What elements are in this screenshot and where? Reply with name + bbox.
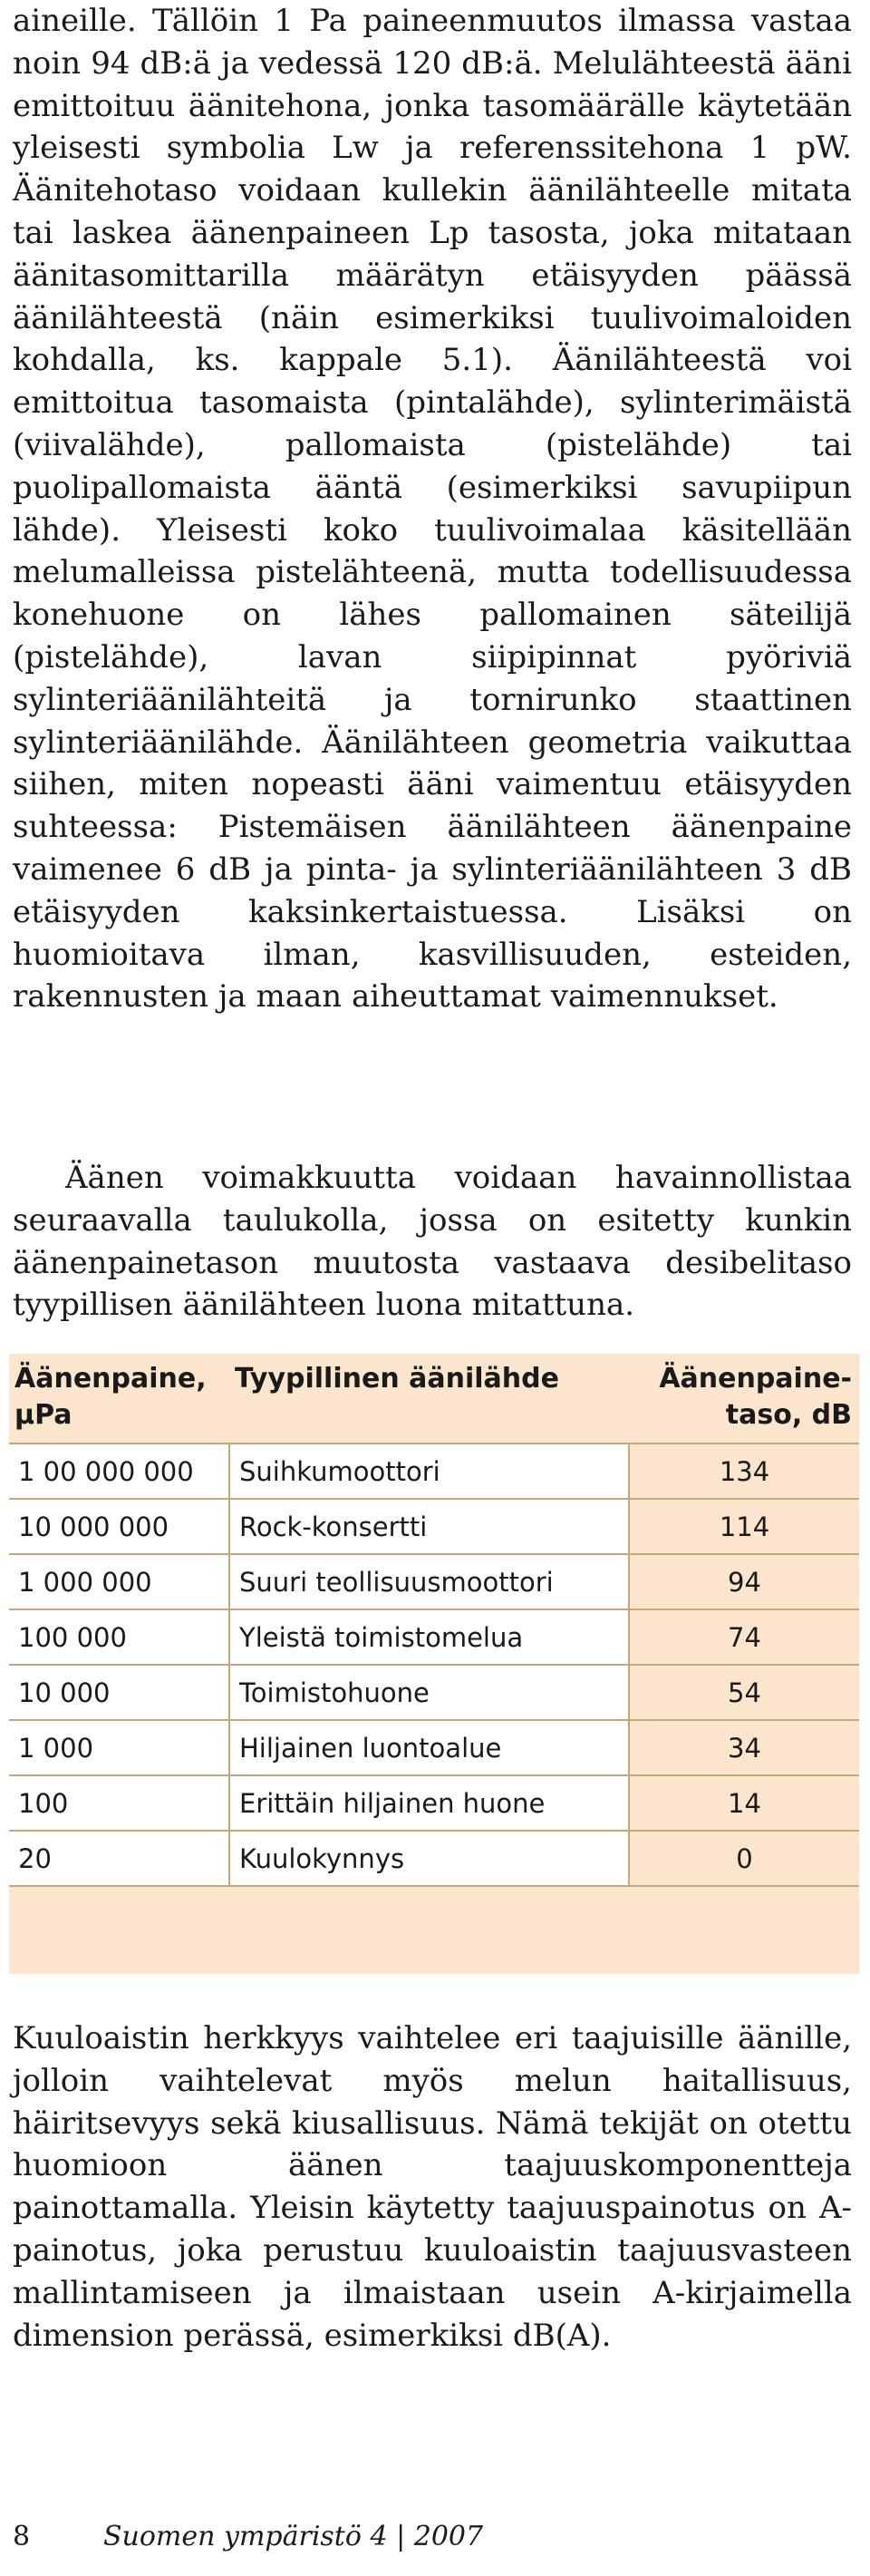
table-header-row <box>9 1354 859 1444</box>
pressure-cell: 20 <box>9 1831 229 1886</box>
paragraph-1-container <box>13 0 852 1018</box>
paragraph-2-container <box>13 1157 852 1327</box>
pressure-cell: 1 00 000 000 <box>9 1444 229 1499</box>
table-row <box>9 1665 859 1720</box>
level-cell: 54 <box>629 1665 859 1720</box>
level-cell: 134 <box>629 1444 859 1499</box>
level-cell: 14 <box>629 1775 859 1831</box>
page-number: 8 <box>13 2521 31 2552</box>
source-cell: Erittäin hiljainen huone <box>229 1775 629 1831</box>
table-row <box>9 1499 859 1554</box>
sound-pressure-table-panel <box>9 1354 859 1974</box>
page-footer <box>13 2519 483 2555</box>
table-row <box>9 1444 859 1499</box>
source-cell: Suihkumoottori <box>229 1444 629 1499</box>
pressure-cell: 1 000 000 <box>9 1554 229 1609</box>
pressure-cell: 1 000 <box>9 1720 229 1775</box>
table-row <box>9 1775 859 1831</box>
source-cell: Rock-konsertti <box>229 1499 629 1554</box>
source-cell: Kuulokynnys <box>229 1831 629 1886</box>
body-paragraph: aineille. Tällöin 1 Pa paineenmuutos ilmassa vastaa noin 94 dB:ä ja vedessä 120 dB:ä. Melulähteestä ääni emittoituu äänitehona, jonka tasomäärälle käytetään yleisesti symbolia Lw ja referenssitehona 1 pW. Äänitehotaso voidaan kullekin äänilähteelle mitata tai laskea äänenpaineen Lp tasosta, joka mitataan äänitasomittarilla määrätyn etäisyyden päässä äänilähteestä (näin esimerkiksi tuulivoimaloiden kohdalla, ks. kappale 5.1). Äänilähteestä voi emittoitua tasomaista (pintalähde), sylinterimäistä (viivalähde), pallomaista (pistelähde) tai puolipallomaista ääntä (esimerkiksi savupiipun lähde). Yleisesti koko tuulivoimalaa käsitellään melumalleissa pistelähteenä, mutta todellisuudessa konehuone on lähes pallomainen säteilijä (pistelähde), lavan siipipinnat pyöriviä sylinteriäänilähteitä ja tornirunko staattinen sylinteriäänilähde. Äänilähteen geometria vaikuttaa siihen, miten nopeasti ääni vaimentuu etäisyyden suhteessa: Pistemäisen äänilähteen äänenpaine vaimenee 6 dB ja pinta- ja sylinteriäänilähteen 3 dB etäisyyden kaksinkertaistuessa. Lisäksi on huomioitava ilman, kasvillisuuden, esteiden, rakennusten ja maan aiheuttamat vaimennukset. <box>13 3 852 1016</box>
pressure-cell: 10 000 000 <box>9 1499 229 1554</box>
level-cell: 114 <box>629 1499 859 1554</box>
table-row <box>9 1554 859 1609</box>
level-cell: 94 <box>629 1554 859 1609</box>
level-cell: 0 <box>629 1831 859 1886</box>
sound-pressure-table <box>9 1354 859 1887</box>
header-source: Tyypillinen äänilähde <box>229 1354 629 1444</box>
source-cell: Hiljainen luontoalue <box>229 1720 629 1775</box>
body-paragraph: Äänen voimakkuutta voidaan havainnollistaa seuraavalla taulukolla, jossa on esitetty kunkin äänenpainetason muutosta vastaava desibelitaso tyypillisen äänilähteen luona mitattuna. <box>13 1160 852 1324</box>
table-row <box>9 1720 859 1775</box>
pressure-cell: 100 <box>9 1775 229 1831</box>
level-cell: 74 <box>629 1609 859 1665</box>
source-cell: Suuri teollisuusmoottori <box>229 1554 629 1609</box>
body-paragraph: Kuuloaistin herkkyys vaihtelee eri taajuisille äänille, jolloin vaihtelevat myös melun haitallisuus, häiritsevyys sekä kiusallisuus. Nämä tekijät on otettu huomioon äänen taajuuskomponentteja painottamalla. Yleisin käytetty taajuuspainotus on A-painotus, joka perustuu kuuloaistin taajuusvasteen mallintamiseen ja ilmaistaan usein A-kirjaimella dimension perässä, esimerkiksi dB(A). <box>13 2020 852 2354</box>
paragraph-3-container <box>13 2017 852 2357</box>
source-cell: Yleistä toimistomelua <box>229 1609 629 1665</box>
header-pressure: Äänenpaine, μPa <box>9 1354 229 1444</box>
publication-name: Suomen ympäristö 4 | 2007 <box>103 2521 484 2552</box>
pressure-cell: 100 000 <box>9 1609 229 1665</box>
table-row <box>9 1609 859 1665</box>
level-cell: 34 <box>629 1720 859 1775</box>
table-row <box>9 1831 859 1886</box>
header-level: Äänenpaine-taso, dB <box>629 1354 859 1444</box>
source-cell: Toimistohuone <box>229 1665 629 1720</box>
pressure-cell: 10 000 <box>9 1665 229 1720</box>
